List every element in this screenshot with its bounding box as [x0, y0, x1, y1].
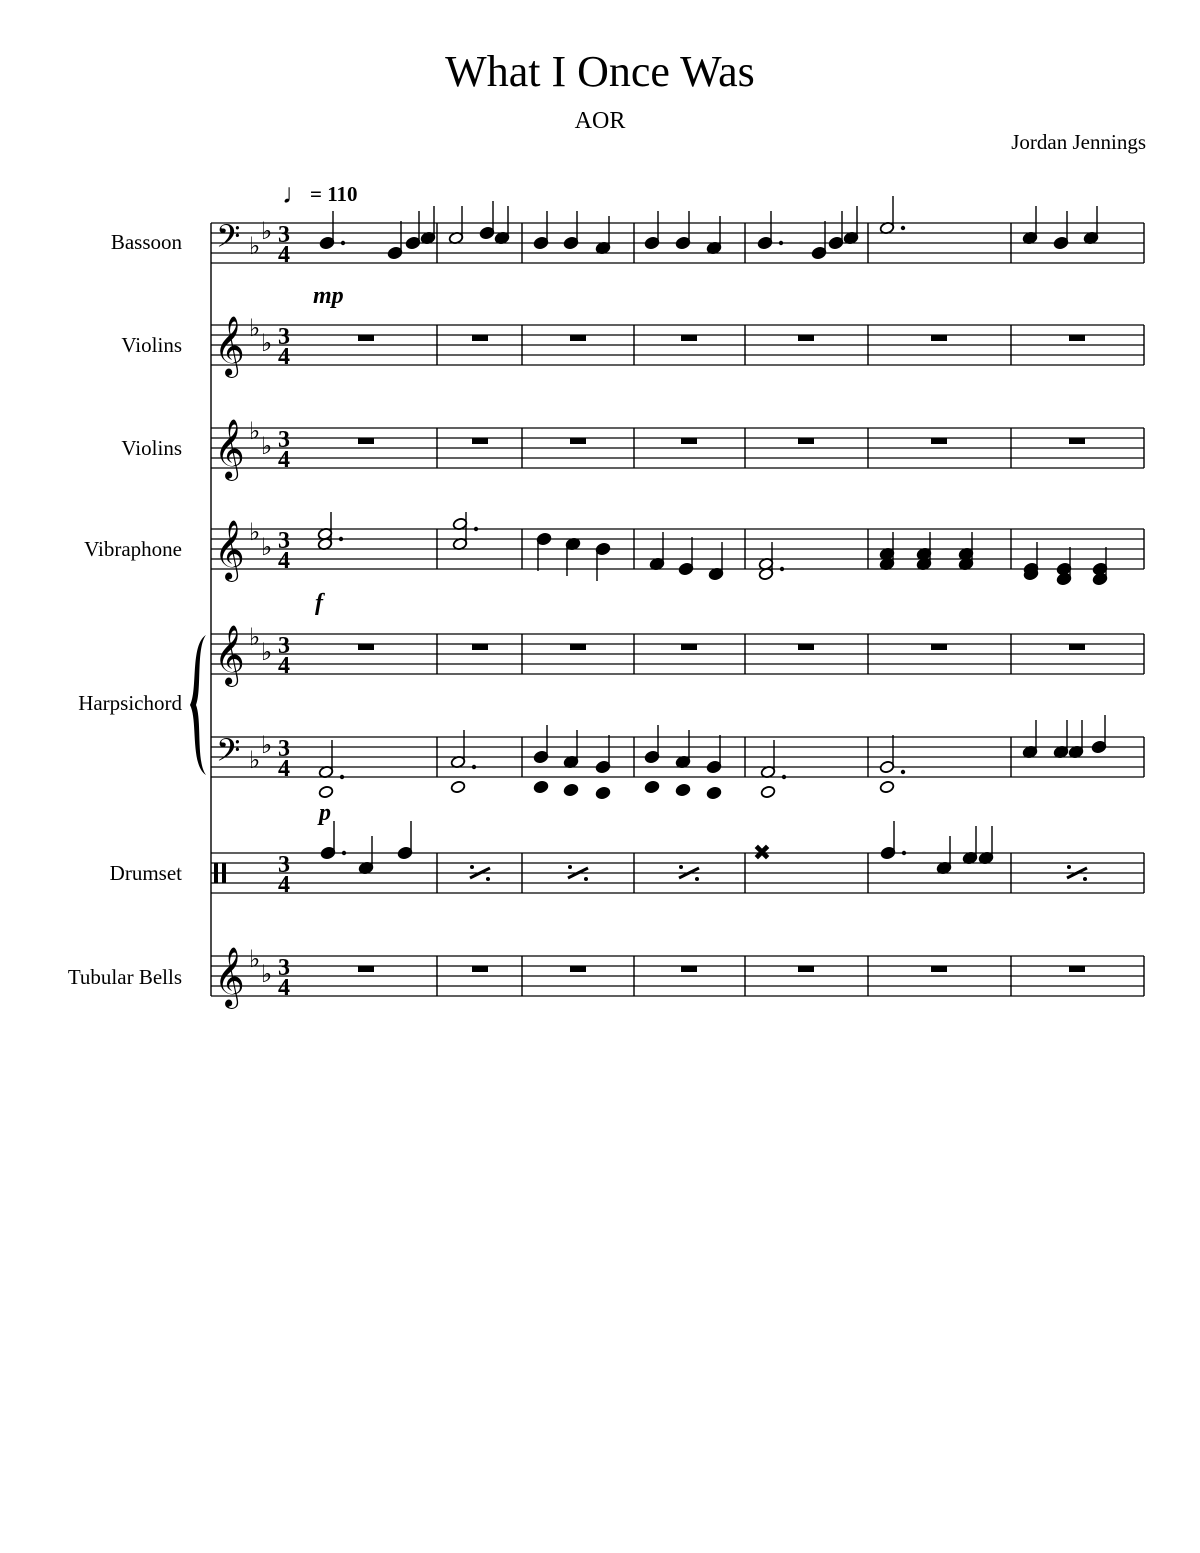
- note-head: [760, 785, 775, 798]
- staff-label-drumset: Drumset: [109, 861, 182, 885]
- whole-rest-icon: [358, 335, 374, 341]
- time-signature-numerator: 3: [278, 528, 290, 554]
- time-signatures: [278, 222, 290, 1001]
- whole-rest-icon: [570, 438, 586, 444]
- whole-rest-icon: [570, 966, 586, 972]
- staff-label-violins-1: Violins: [121, 333, 182, 357]
- percussion-clef-icon: [214, 863, 218, 883]
- whole-rest-icon: [681, 335, 697, 341]
- augmentation-dot: [472, 765, 476, 769]
- staff-label-tubular-bells: Tubular Bells: [67, 965, 182, 989]
- time-signature-numerator: 3: [278, 427, 290, 453]
- whole-rest-icon: [931, 644, 947, 650]
- augmentation-dot: [779, 241, 783, 245]
- augmentation-dot: [782, 775, 786, 779]
- whole-rest-icon: [798, 438, 814, 444]
- time-signature-denominator: 4: [278, 756, 290, 782]
- whole-rest-icon: [1069, 335, 1085, 341]
- time-signature-numerator: 3: [278, 852, 290, 878]
- treble-clef-icon: 𝄞: [214, 419, 245, 479]
- whole-rest-icon: [358, 438, 374, 444]
- whole-rest-icon: [681, 966, 697, 972]
- harpsichord-brace-icon: [190, 635, 206, 775]
- whole-rest-icon: [472, 644, 488, 650]
- time-signature-numerator: 3: [278, 736, 290, 762]
- time-signature-denominator: 4: [278, 242, 290, 268]
- time-signature-denominator: 4: [278, 344, 290, 370]
- whole-rest-icon: [1069, 644, 1085, 650]
- augmentation-dot: [341, 241, 345, 245]
- whole-rest-icon: [570, 644, 586, 650]
- measure-repeat-icon: [679, 865, 683, 869]
- note-head: [879, 780, 894, 793]
- staff-label-harpsichord: Harpsichord: [78, 691, 182, 715]
- composer-name: Jordan Jennings: [1011, 130, 1146, 154]
- note-head: [706, 786, 721, 799]
- treble-clef-icon: 𝄞: [214, 520, 245, 580]
- whole-rest-icon: [798, 335, 814, 341]
- whole-rest-icon: [931, 335, 947, 341]
- measure-repeat-icon: [584, 877, 588, 881]
- time-signature-denominator: 4: [278, 872, 290, 898]
- clefs: [214, 218, 245, 1009]
- time-signature-numerator: 3: [278, 324, 290, 350]
- time-signature-numerator: 3: [278, 955, 290, 981]
- note-head: [318, 785, 333, 798]
- dynamic-f: f: [315, 590, 323, 616]
- flat-icon: ♭: [261, 217, 273, 245]
- treble-clef-icon: 𝄞: [214, 947, 245, 1007]
- whole-rest-icon: [472, 966, 488, 972]
- flat-icon: ♭: [249, 314, 261, 342]
- time-signature-denominator: 4: [278, 548, 290, 574]
- barlines: [211, 223, 1144, 996]
- flat-icon: ♭: [249, 417, 261, 445]
- flat-icon: ♭: [261, 960, 273, 988]
- whole-rest-icon: [358, 644, 374, 650]
- whole-rest-icon: [798, 966, 814, 972]
- whole-rest-icon: [681, 644, 697, 650]
- whole-rest-icon: [931, 438, 947, 444]
- flat-icon: ♭: [261, 731, 273, 759]
- treble-clef-icon: 𝄞: [214, 625, 245, 685]
- percussion-clef-icon: [222, 863, 226, 883]
- bass-clef-icon: 𝄢: [216, 218, 241, 262]
- augmentation-dot: [342, 851, 346, 855]
- whole-rest-icon: [931, 966, 947, 972]
- measure-repeat-icon: [695, 877, 699, 881]
- measure-repeat-icon: [568, 865, 572, 869]
- bass-clef-icon: 𝄢: [216, 732, 241, 776]
- time-signature-denominator: 4: [278, 975, 290, 1001]
- augmentation-dot: [340, 775, 344, 779]
- measure-repeat-icon: [486, 877, 490, 881]
- augmentation-dot: [339, 537, 343, 541]
- note-head: [563, 783, 578, 796]
- flat-icon: ♭: [261, 432, 273, 460]
- whole-rest-icon: [1069, 438, 1085, 444]
- treble-clef-icon: 𝄞: [214, 316, 245, 376]
- time-signature-denominator: 4: [278, 447, 290, 473]
- measure-repeat-icon: [1083, 877, 1087, 881]
- whole-rest-icon: [472, 438, 488, 444]
- crash-cymbal-icon: ✖: [752, 840, 772, 865]
- time-signature-denominator: 4: [278, 653, 290, 679]
- whole-rest-icon: [681, 438, 697, 444]
- whole-rest-icon: [1069, 966, 1085, 972]
- staff-label-bassoon: Bassoon: [110, 230, 182, 254]
- note-head: [644, 780, 659, 793]
- flat-icon: ♭: [249, 518, 261, 546]
- augmentation-dot: [901, 770, 905, 774]
- flat-icon: ♭: [249, 945, 261, 973]
- staff-lines: [211, 223, 1144, 996]
- measure-repeat-icon: [470, 865, 474, 869]
- time-signature-numerator: 3: [278, 222, 290, 248]
- flat-icon: ♭: [261, 329, 273, 357]
- score-subtitle: AOR: [574, 108, 626, 134]
- note-head: [533, 780, 548, 793]
- note-head: [450, 780, 465, 793]
- whole-rest-icon: [358, 966, 374, 972]
- key-signatures: [249, 217, 272, 988]
- quarter-note-icon: ♩: [282, 179, 310, 210]
- staff-label-vibraphone: Vibraphone: [84, 537, 182, 561]
- flat-icon: ♭: [261, 638, 273, 666]
- flat-icon: ♭: [249, 746, 261, 774]
- whole-rest-icon: [798, 644, 814, 650]
- measure-repeat-icon: [1067, 865, 1071, 869]
- flat-icon: ♭: [249, 232, 261, 260]
- whole-rest-icon: [570, 335, 586, 341]
- time-signature-numerator: 3: [278, 633, 290, 659]
- dynamic-p: p: [319, 800, 331, 826]
- dynamic-mp: mp: [313, 283, 344, 309]
- note-head: [595, 786, 610, 799]
- score-title: What I Once Was: [445, 47, 755, 96]
- flat-icon: ♭: [249, 623, 261, 651]
- augmentation-dot: [474, 527, 478, 531]
- tempo-value: = 110: [310, 182, 358, 206]
- augmentation-dot: [902, 851, 906, 855]
- whole-rest-icon: [472, 335, 488, 341]
- staff-label-violins-2: Violins: [121, 436, 182, 460]
- augmentation-dot: [901, 226, 905, 230]
- flat-icon: ♭: [261, 533, 273, 561]
- augmentation-dot: [780, 567, 784, 571]
- note-head: [675, 783, 690, 796]
